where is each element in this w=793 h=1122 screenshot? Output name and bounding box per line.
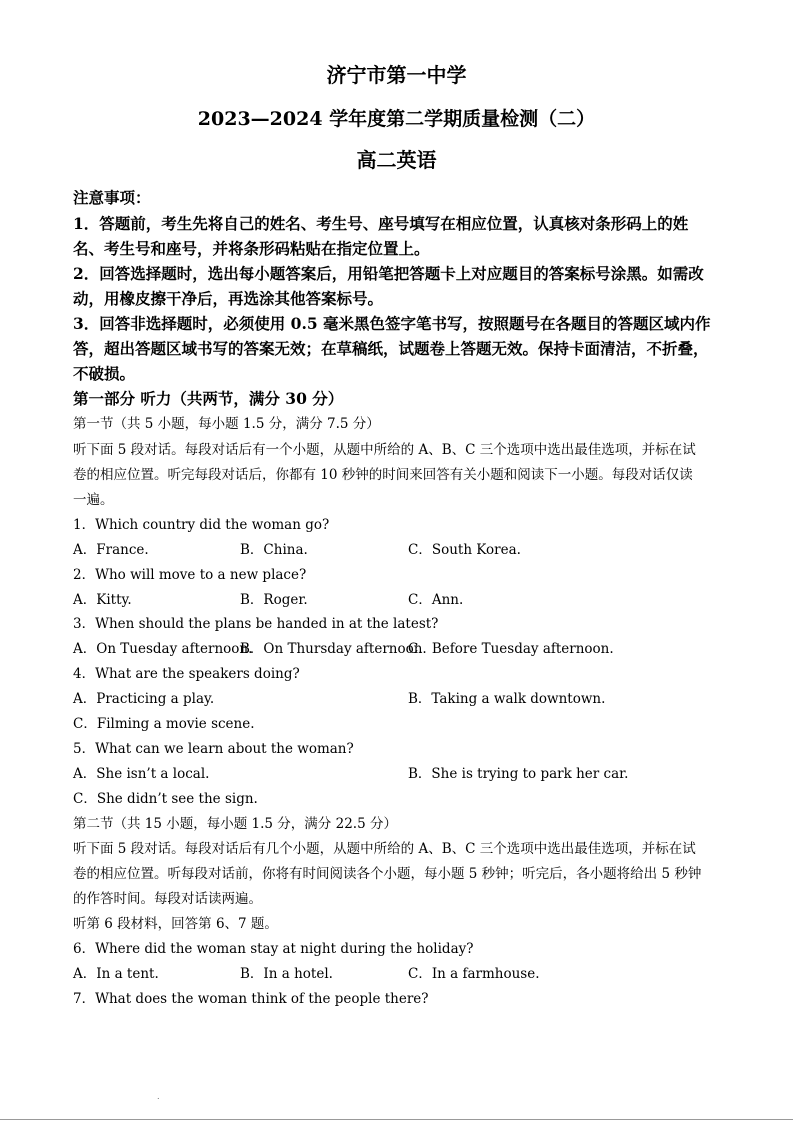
section2-instruction-3: 的作答时间。每段对话读两遍。 [73, 891, 262, 907]
section2-heading: 第二节（共 15 小题，每小题 1.5 分，满分 22.5 分） [73, 816, 397, 832]
question-5-option-c: C．She didn’t see the sign. [73, 791, 258, 807]
notice-item-1-cont: 名、考生号和座号，并将条形码粘贴在指定位置上。 [73, 239, 430, 258]
question-2-stem: 2．Who will move to a new place? [73, 567, 307, 583]
section2-instruction-2: 卷的相应位置。听每段对话前，你将有时间阅读各个小题，每小题 5 秒钟；听完后，各小题将给出 5 秒钟 [73, 866, 702, 882]
notice-item-1: 1．答题前，考生先将自己的姓名、考生号、座号填写在相应位置，认真核对条形码上的姓 [73, 214, 689, 233]
notice-item-3-cont2: 不破损。 [73, 364, 136, 383]
question-6-stem: 6．Where did the woman stay at night during the holiday? [73, 941, 474, 957]
question-3-option-c: C．Before Tuesday afternoon. [408, 641, 614, 657]
question-4-option-a: A．Practicing a play. [73, 691, 215, 707]
question-1-option-a: A．France. [73, 542, 149, 558]
question-4-option-c: C．Filming a movie scene. [73, 716, 255, 732]
section2-instruction-1: 听下面 5 段对话。每段对话后有几个小题，从题中所给的 A、B、C 三个选项中选出最佳选项，并标在试 [73, 841, 696, 857]
question-3-option-a: A．On Tuesday afternoon. [73, 641, 253, 657]
notice-item-3-cont: 答，超出答题区域书写的答案无效；在草稿纸，试题卷上答题无效。保持卡面清洁，不折叠， [73, 339, 709, 358]
notice-item-3: 3．回答非选择题时，必须使用 0.5 毫米黑色签字笔书写，按照题号在各题目的答题区域内作 [73, 314, 711, 333]
question-6-option-b: B．In a hotel. [240, 966, 333, 982]
subject-title: 高二英语 [356, 148, 437, 172]
question-3-option-b: B．On Thursday afternoon. [240, 641, 427, 657]
question-6-option-c: C．In a farmhouse. [408, 966, 540, 982]
school-name: 济宁市第一中学 [326, 63, 467, 87]
question-5-stem: 5．What can we learn about the woman? [73, 741, 354, 757]
question-4-option-b: B．Taking a walk downtown. [408, 691, 606, 707]
question-2-option-c: C．Ann. [408, 592, 464, 608]
section1-instruction-2: 卷的相应位置。听完每段对话后，你都有 10 秒钟的时间来回答有关小题和阅读下一小题。每段对话仅读 [73, 467, 693, 483]
question-1-option-b: B．China. [240, 542, 308, 558]
question-3-stem: 3．When should the plans be handed in at the latest? [73, 616, 439, 632]
exam-title: 2023—2024 学年度第二学期质量检测（二） [197, 108, 596, 130]
notice-item-2-cont: 动，用橡皮擦干净后，再选涂其他答案标号。 [73, 289, 384, 308]
notice-title: 注意事项： [73, 188, 151, 207]
question-2-option-a: A．Kitty. [73, 592, 132, 608]
question-5-option-b: B．She is trying to park her car. [408, 766, 629, 782]
part1-title: 第一部分 听力（共两节，满分 30 分） [73, 389, 344, 408]
question-5-option-a: A．She isn’t a local. [73, 766, 210, 782]
material-6-heading: 听第 6 段材料，回答第 6、7 题。 [73, 916, 278, 932]
footer-mark: . [157, 1092, 160, 1101]
question-6-option-a: A．In a tent. [73, 966, 159, 982]
section1-instruction-1: 听下面 5 段对话。每段对话后有一个小题，从题中所给的 A、B、C 三个选项中选出最佳选项，并标在试 [73, 442, 696, 458]
question-1-option-c: C．South Korea. [408, 542, 521, 558]
question-4-stem: 4．What are the speakers doing? [73, 666, 300, 682]
question-1-stem: 1．Which country did the woman go? [73, 517, 330, 533]
question-2-option-b: B．Roger. [240, 592, 308, 608]
section1-instruction-3: 一遍。 [73, 492, 114, 508]
page-bottom-rule [0, 1119, 793, 1120]
section1-heading: 第一节（共 5 小题，每小题 1.5 分，满分 7.5 分） [73, 416, 380, 432]
question-7-stem: 7．What does the woman think of the people there? [73, 991, 429, 1007]
notice-item-2: 2．回答选择题时，选出每小题答案后，用铅笔把答题卡上对应题目的答案标号涂黑。如需改 [73, 264, 704, 283]
